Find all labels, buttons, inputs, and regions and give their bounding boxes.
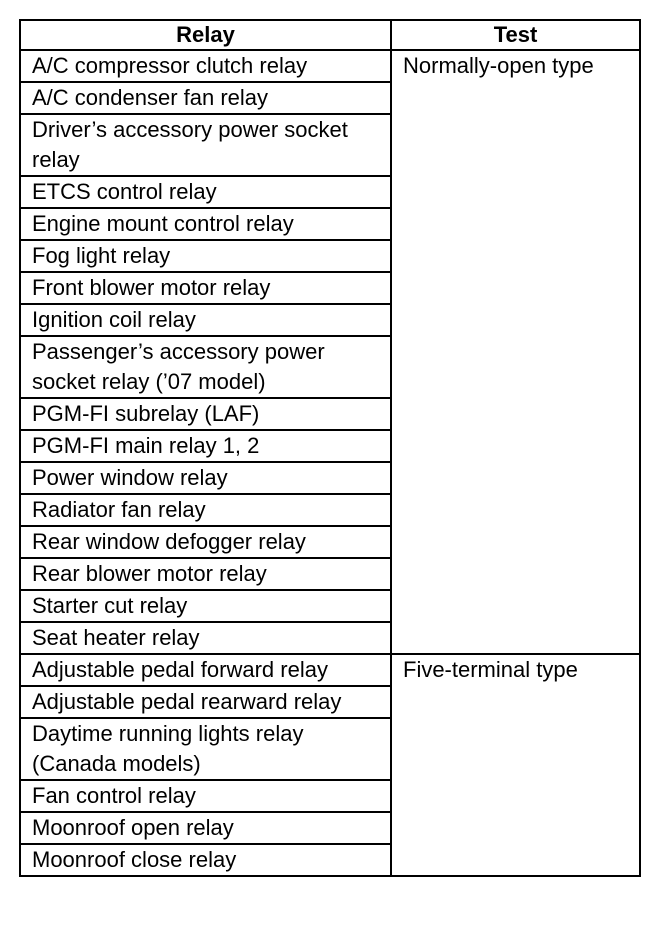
relay-name: Rear window defogger relay: [20, 526, 391, 558]
relay-name: ETCS control relay: [20, 176, 391, 208]
relay-name: Rear blower motor relay: [20, 558, 391, 590]
table-row: [20, 654, 640, 686]
table-row: [20, 50, 640, 82]
relay-name: Adjustable pedal forward relay: [20, 654, 391, 686]
relay-name: Adjustable pedal rearward relay: [20, 686, 391, 718]
relay-name: Passenger’s accessory power socket relay (’07 model): [20, 336, 391, 398]
relay-name: Ignition coil relay: [20, 304, 391, 336]
relay-name: Power window relay: [20, 462, 391, 494]
relay-name: Fog light relay: [20, 240, 391, 272]
relay-name: Seat heater relay: [20, 622, 391, 654]
test-column-header: Test: [391, 20, 640, 50]
relay-name: Front blower motor relay: [20, 272, 391, 304]
relay-name: PGM-FI subrelay (LAF): [20, 398, 391, 430]
relay-name: Starter cut relay: [20, 590, 391, 622]
relay-column-header: Relay: [20, 20, 391, 50]
header-row: [20, 20, 640, 50]
relay-name: Engine mount control relay: [20, 208, 391, 240]
relay-name: Radiator fan relay: [20, 494, 391, 526]
relay-name: A/C condenser fan relay: [20, 82, 391, 114]
relay-name: Moonroof close relay: [20, 844, 391, 876]
test-type-five-terminal: Five-terminal type: [391, 654, 640, 876]
relay-name: Fan control relay: [20, 780, 391, 812]
relay-name: Daytime running lights relay (Canada models): [20, 718, 391, 780]
relay-name: PGM-FI main relay 1, 2: [20, 430, 391, 462]
relay-name: A/C compressor clutch relay: [20, 50, 391, 82]
relay-name: Driver’s accessory power socket relay: [20, 114, 391, 176]
relay-name: Moonroof open relay: [20, 812, 391, 844]
relay-test-table: [19, 19, 641, 877]
test-type-normally-open: Normally-open type: [391, 50, 640, 654]
